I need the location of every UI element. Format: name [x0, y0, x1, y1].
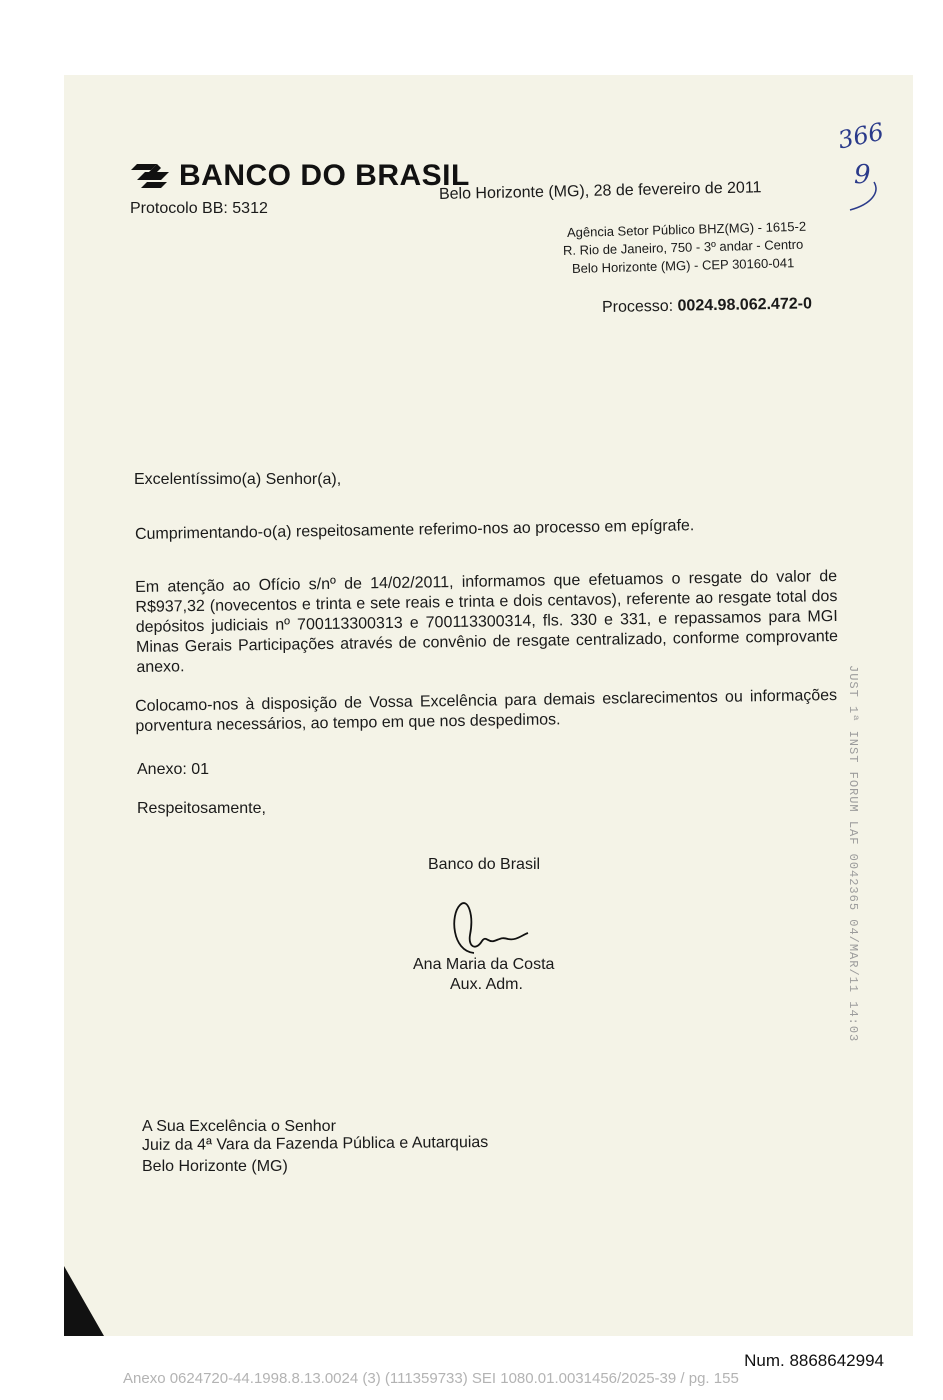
- handwritten-initial: 9: [854, 160, 871, 190]
- process-label: Processo:: [601, 297, 678, 316]
- page-fold-mark: [64, 1266, 114, 1336]
- place-and-date: Belo Horizonte (MG), 28 de fevereiro de 2011: [438, 179, 762, 203]
- street-line: R. Rio de Janeiro, 750 - 3º andar - Centro: [562, 236, 804, 258]
- signatory-name: Ana Maria da Costa: [413, 956, 555, 973]
- paragraph-main: Em atenção ao Ofício s/nº de 14/02/2011, informamos que efetuamos o resgate do valor de R$937,32 (novecentos e trinta e sete reais e trinta e dois centavos), referente ao resgate total dos depósitos judiciais nº 700113300313 e 700113300314, fls. 330 e 331, e repassamos para MGI Minas Gerais Participações através de convênio de resgate centralizado, conforme comprovante anexo.: [135, 567, 839, 676]
- bank-logo: [131, 160, 470, 192]
- protocol-number: Protocolo BB: 5312: [130, 200, 268, 217]
- salutation: Excelentíssimo(a) Senhor(a),: [134, 471, 342, 488]
- paragraph-greeting: Cumprimentando-o(a) respeitosamente referimo-nos ao processo em epígrafe.: [134, 517, 695, 543]
- handwritten-page-number: 366: [835, 117, 887, 155]
- closing-formula: Respeitosamente,: [137, 800, 266, 817]
- recipient-office: Juiz da 4ª Vara da Fazenda Pública e Autarquias: [141, 1133, 489, 1154]
- process-line: [602, 294, 812, 318]
- recipient-city: Belo Horizonte (MG): [142, 1158, 288, 1175]
- court-receipt-stamp: JUST 1ª INST FORUM LAF 0042365 04/MAR/11 14:03: [846, 665, 860, 1043]
- document-reference: Anexo 0624720-44.1998.8.13.0024 (3) (111359733) SEI 1080.01.0031456/2025-39 / pg. 155: [123, 1370, 739, 1387]
- city-line: Belo Horizonte (MG) - CEP 30160-041: [571, 255, 795, 276]
- handwritten-signature: [446, 895, 532, 957]
- paragraph-closing: Colocamo-nos à disposição de Vossa Excelência para demais esclarecimentos ou informações porventura necessários, ao tempo em que nos despedimos.: [135, 686, 838, 735]
- banco-do-brasil-logo-icon: [131, 160, 173, 192]
- agency-line: Agência Setor Público BHZ(MG) - 1615-2: [566, 218, 807, 240]
- signatory-role: Aux. Adm.: [450, 976, 523, 993]
- annex-count: Anexo: 01: [137, 761, 210, 778]
- logo-wordmark: BANCO DO BRASIL: [179, 159, 470, 192]
- recipient-title: A Sua Excelência o Senhor: [142, 1118, 336, 1135]
- process-number: 0024.98.062.472-0: [677, 295, 813, 315]
- signature-institution: Banco do Brasil: [428, 856, 541, 873]
- handwritten-stroke: [846, 180, 886, 216]
- document-number: Num. 8868642994: [744, 1351, 884, 1370]
